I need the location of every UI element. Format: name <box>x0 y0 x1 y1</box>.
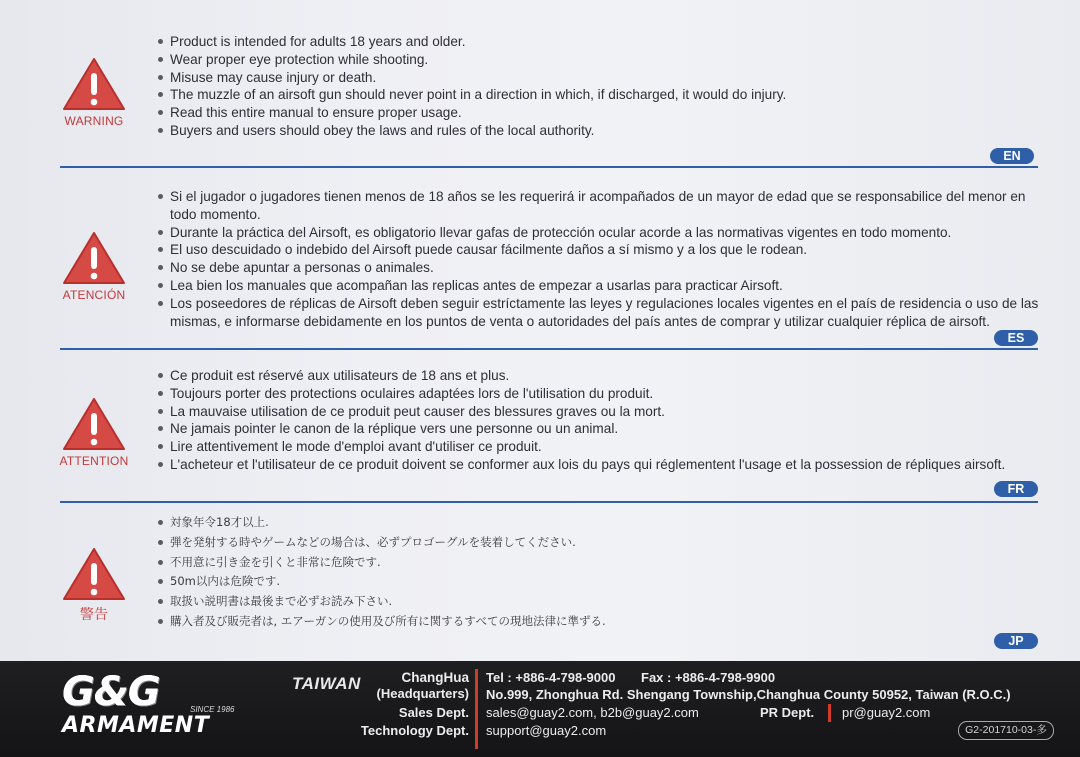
tel-number: Tel : +886-4-798-9000 <box>486 670 616 685</box>
list-item: The muzzle of an airsoft gun should never point in a direction in which, if discharged, it would do injury. <box>156 86 1040 104</box>
warning-label: ATTENTION <box>59 454 129 468</box>
warning-list <box>156 188 1040 330</box>
country-label: TAIWAN <box>292 674 361 693</box>
list-item: Lire attentivement le mode d'emploi avant d'utiliser ce produit. <box>156 438 1040 456</box>
fax-number: Fax : +886-4-798-9900 <box>641 670 776 685</box>
list-item: 弾を発射する時やゲームなどの場合は、必ずプロゴーグルを装着してください. <box>156 533 1040 553</box>
hq-city: ChangHua <box>401 670 469 685</box>
list-item: Misuse may cause injury or death. <box>156 69 1040 87</box>
list-item: Durante la práctica del Airsoft, es obligatorio llevar gafas de protección ocular acorde a las normativas vigentes en todo momento. <box>156 224 1040 242</box>
list-item: Product is intended for adults 18 years and older. <box>156 33 1040 51</box>
list-item: Buyers and users should obey the laws and rules of the local authority. <box>156 122 1040 140</box>
language-badge: JP <box>994 633 1038 649</box>
warning-badge <box>58 546 130 624</box>
section-divider <box>60 348 1038 350</box>
list-item: La mauvaise utilisation de ce produit peut causer des blessures graves ou la mort. <box>156 403 1040 421</box>
section-divider <box>60 166 1038 168</box>
language-badge: FR <box>994 481 1038 497</box>
warning-triangle-icon <box>61 56 127 112</box>
pr-email[interactable]: pr@guay2.com <box>842 705 931 720</box>
warning-label: ATENCIÓN <box>62 288 126 302</box>
language-badge: ES <box>994 330 1038 346</box>
company-footer <box>0 661 1080 757</box>
warning-label: WARNING <box>64 114 124 128</box>
list-item: 購入者及び販売者は, エアーガンの使用及び所有に関するすべての現地法律に準ずる. <box>156 612 1040 632</box>
list-item: Los poseedores de réplicas de Airsoft deben seguir estríctamente las leyes y regulaciones locales vigentes en el país de residencia o uso de las mismas, e informarse debidamente en los puntos de venta o autoridades del país antes de comprar y utilizar cualquier réplica de airsoft. <box>156 295 1040 331</box>
hq-label: (Headquarters) <box>376 686 469 701</box>
footer-separator <box>475 669 478 749</box>
warning-badge <box>58 230 130 302</box>
language-badge: EN <box>990 148 1034 164</box>
list-item: Lea bien los manuales que acompañan las replicas antes de empezar a usarlas para practicar Airsoft. <box>156 277 1040 295</box>
sales-email[interactable]: sales@guay2.com, b2b@guay2.com <box>486 705 699 720</box>
list-item: 不用意に引き金を引くと非常に危険です. <box>156 553 1040 573</box>
logo-since: SINCE 1986 <box>190 705 235 714</box>
sales-dept-label: Sales Dept. <box>398 705 469 720</box>
warning-label: 警告 <box>79 607 109 623</box>
footer-separator <box>828 704 831 722</box>
warning-badge <box>58 396 130 468</box>
pr-dept-label: PR Dept. <box>760 705 815 720</box>
logo-subtitle: ARMAMENT <box>62 713 210 738</box>
warning-triangle-icon <box>61 546 127 602</box>
warning-list <box>156 33 1040 140</box>
list-item: 対象年令18才以上. <box>156 513 1040 533</box>
list-item: El uso descuidado o indebido del Airsoft puede causar fácilmente daños a sí mismo y a los que le rodean. <box>156 241 1040 259</box>
warning-badge <box>58 56 130 128</box>
list-item: Wear proper eye protection while shooting. <box>156 51 1040 69</box>
section-divider <box>60 501 1038 503</box>
list-item: Ne jamais pointer le canon de la réplique vers une personne ou un animal. <box>156 420 1040 438</box>
list-item: 取扱い説明書は最後まで必ずお読み下さい. <box>156 592 1040 612</box>
warning-triangle-icon <box>61 396 127 452</box>
document-code: G2-201710-03-多 <box>958 721 1054 740</box>
list-item: 50m以内は危険です. <box>156 572 1040 592</box>
company-logo: G&G <box>62 669 160 715</box>
support-email[interactable]: support@guay2.com <box>486 723 607 738</box>
warning-list <box>156 513 1040 632</box>
list-item: Si el jugador o jugadores tienen menos de 18 años se les requerirá ir acompañados de un mayor de edad que se responsabilice del menor en todo momento. <box>156 188 1040 224</box>
list-item: Toujours porter des protections oculaires adaptées lors de l'utilisation du produit. <box>156 385 1040 403</box>
warning-list <box>156 367 1040 474</box>
warning-triangle-icon <box>61 230 127 286</box>
tech-dept-label: Technology Dept. <box>360 723 469 738</box>
list-item: Ce produit est réservé aux utilisateurs de 18 ans et plus. <box>156 367 1040 385</box>
list-item: No se debe apuntar a personas o animales. <box>156 259 1040 277</box>
company-address: No.999, Zhonghua Rd. Shengang Township,Changhua County 50952, Taiwan (R.O.C.) <box>486 687 1011 702</box>
list-item: Read this entire manual to ensure proper usage. <box>156 104 1040 122</box>
list-item: L'acheteur et l'utilisateur de ce produit doivent se conformer aux lois du pays qui réglementent l'usage et la possession de répliques airsoft. <box>156 456 1040 474</box>
